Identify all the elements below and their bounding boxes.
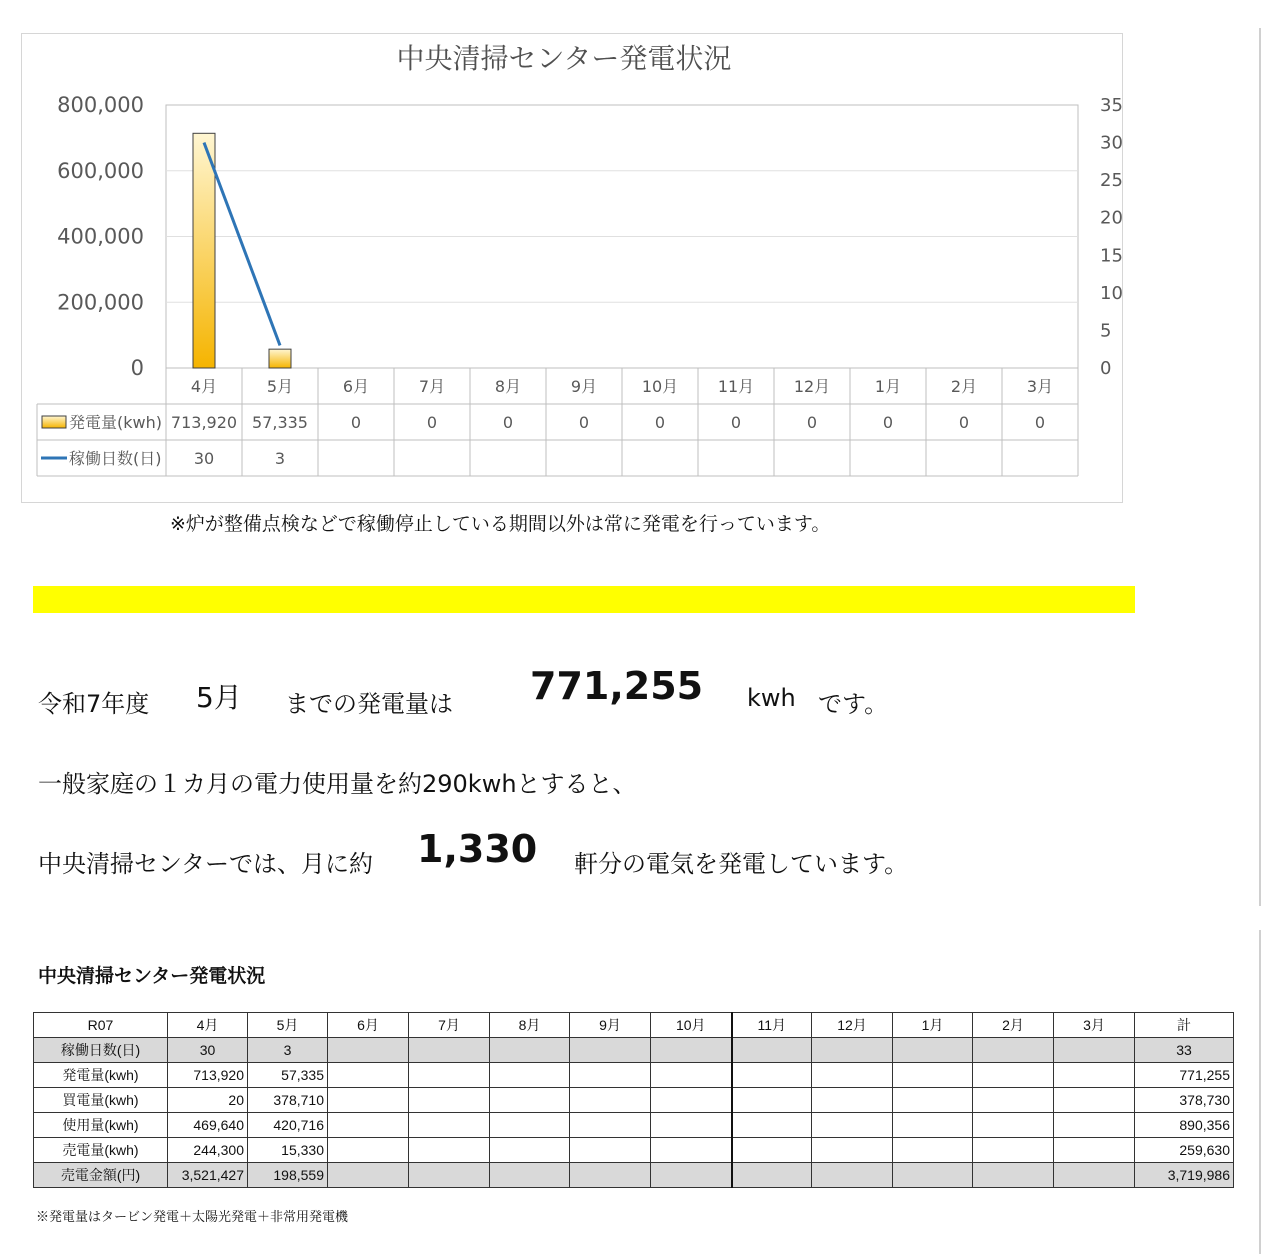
- table-cell: [1054, 1163, 1135, 1188]
- row-total: 259,630: [1135, 1138, 1234, 1163]
- table-cell: [409, 1138, 490, 1163]
- table-data-label: 0: [426, 413, 438, 432]
- table-data-label: 0: [1034, 413, 1046, 432]
- table-cell: 57,335: [248, 1063, 328, 1088]
- legend-series-name: 発電量(kwh): [69, 413, 162, 432]
- table-data-label: 713,920: [170, 413, 238, 432]
- table-cell: [812, 1088, 893, 1113]
- table-cell: [570, 1038, 651, 1063]
- row-total: 771,255: [1135, 1063, 1234, 1088]
- table-cell: [973, 1138, 1054, 1163]
- table-header-cell: 6月: [328, 1013, 409, 1038]
- table-header-cell: 8月: [490, 1013, 570, 1038]
- table-header-cell: R07: [34, 1013, 168, 1038]
- table-cell: [893, 1063, 973, 1088]
- x-category-label: 6月: [342, 377, 370, 396]
- houses-sentence-end: 軒分の電気を発電しています。: [574, 850, 909, 878]
- x-category-label: 12月: [793, 377, 831, 396]
- houses-value: 1,330: [417, 827, 538, 871]
- table-cell: [570, 1063, 651, 1088]
- table-cell: [490, 1163, 570, 1188]
- table-data-label: 57,335: [252, 413, 308, 432]
- table-header-cell: 4月: [168, 1013, 248, 1038]
- table-cell: 3: [248, 1038, 328, 1063]
- y-right-tick-label: 5: [1100, 320, 1112, 342]
- table-cell: [812, 1163, 893, 1188]
- x-category-label: 5月: [266, 377, 294, 396]
- table-cell: 198,559: [248, 1163, 328, 1188]
- center-monthly-label: 中央清掃センターでは、月に約: [38, 850, 374, 878]
- table-cell: 15,330: [248, 1138, 328, 1163]
- chart-frame: [21, 33, 1123, 503]
- table-header-cell: 計: [1135, 1013, 1234, 1038]
- table-cell: [812, 1138, 893, 1163]
- sentence-end-1: です。: [818, 690, 889, 718]
- table-data-label: 30: [193, 449, 215, 468]
- table-cell: [893, 1088, 973, 1113]
- table-header-cell: 12月: [812, 1013, 893, 1038]
- table-data-label: 0: [654, 413, 666, 432]
- legend-series-name: 稼働日数(日): [69, 449, 162, 468]
- table-cell: 469,640: [168, 1113, 248, 1138]
- x-category-label: 8月: [494, 377, 522, 396]
- table-cell: 378,710: [248, 1088, 328, 1113]
- table-cell: 3,521,427: [168, 1163, 248, 1188]
- table-cell: [570, 1113, 651, 1138]
- table-cell: [328, 1163, 409, 1188]
- table-header-cell: 2月: [973, 1013, 1054, 1038]
- x-category-label: 4月: [190, 377, 218, 396]
- table-header-cell: 9月: [570, 1013, 651, 1038]
- y-left-tick-label: 400,000: [57, 224, 144, 249]
- y-left-tick-label: 200,000: [57, 290, 144, 315]
- table-cell: [732, 1113, 812, 1138]
- y-right-tick-label: 20: [1100, 207, 1123, 229]
- x-category-label: 7月: [418, 377, 446, 396]
- table-data-label: 0: [806, 413, 818, 432]
- table-cell: [328, 1138, 409, 1163]
- table-cell: [490, 1063, 570, 1088]
- table-data-label: 0: [502, 413, 514, 432]
- table-cell: [1054, 1038, 1135, 1063]
- table-cell: [973, 1088, 1054, 1113]
- table-cell: [732, 1038, 812, 1063]
- table-cell: [490, 1038, 570, 1063]
- y-right-tick-label: 0: [1100, 358, 1112, 379]
- table-cell: [893, 1163, 973, 1188]
- table-row: [34, 1113, 1234, 1138]
- right-edge-line: [1259, 28, 1261, 906]
- table-cell: [651, 1163, 732, 1188]
- table-cell: [651, 1088, 732, 1113]
- table-header-cell: 10月: [651, 1013, 732, 1038]
- power-generation-chart: [22, 34, 1124, 504]
- table-row: [34, 1163, 1234, 1188]
- x-category-label: 10月: [641, 377, 679, 396]
- table-cell: [1054, 1088, 1135, 1113]
- x-category-label: 9月: [570, 377, 598, 396]
- table-cell: 420,716: [248, 1113, 328, 1138]
- table-row: [34, 1063, 1234, 1088]
- y-left-tick-label: 800,000: [57, 93, 144, 117]
- table-cell: [651, 1038, 732, 1063]
- row-total: 3,719,986: [1135, 1163, 1234, 1188]
- legend-bar-swatch: [42, 416, 66, 428]
- table-cell: [570, 1088, 651, 1113]
- table-cell: [1054, 1113, 1135, 1138]
- table-cell: [328, 1088, 409, 1113]
- x-category-label: 3月: [1026, 377, 1054, 396]
- table-cell: [651, 1063, 732, 1088]
- table-cell: [812, 1038, 893, 1063]
- chart-title: 中央清掃センター発電状況: [396, 42, 732, 75]
- unit-kwh: kwh: [747, 684, 796, 712]
- table-cell: [732, 1088, 812, 1113]
- table-cell: [812, 1113, 893, 1138]
- table-data-label: 0: [958, 413, 970, 432]
- table-header-cell: 7月: [409, 1013, 490, 1038]
- table-cell: [1054, 1063, 1135, 1088]
- table-row: [34, 1088, 1234, 1113]
- row-label: 発電量(kwh): [34, 1063, 168, 1088]
- operation-note: ※炉が整備点検などで稼働停止している期間以外は常に発電を行っています。: [170, 513, 831, 535]
- table-cell: [893, 1113, 973, 1138]
- table-cell: [812, 1063, 893, 1088]
- bar-generation: [193, 133, 215, 368]
- table-data-label: 3: [274, 449, 286, 468]
- x-category-label: 1月: [874, 377, 902, 396]
- table-cell: [732, 1163, 812, 1188]
- table-data-label: 0: [578, 413, 590, 432]
- table-cell: [409, 1088, 490, 1113]
- y-right-tick-label: 30: [1100, 132, 1123, 154]
- total-generation-value: 771,255: [530, 664, 704, 708]
- table-row: [34, 1038, 1234, 1063]
- y-left-tick-label: 0: [130, 356, 144, 380]
- row-label: 買電量(kwh): [34, 1088, 168, 1113]
- table-cell: [409, 1063, 490, 1088]
- table-cell: [651, 1113, 732, 1138]
- table-cell: [409, 1113, 490, 1138]
- table-header-cell: 3月: [1054, 1013, 1135, 1038]
- table-header-cell: 11月: [732, 1013, 812, 1038]
- table-cell: 713,920: [168, 1063, 248, 1088]
- table-cell: [490, 1088, 570, 1113]
- table-data-label: 0: [882, 413, 894, 432]
- row-label: 売電量(kwh): [34, 1138, 168, 1163]
- table-cell: [490, 1138, 570, 1163]
- table-data-label: 0: [350, 413, 362, 432]
- table-cell: [893, 1138, 973, 1163]
- table-cell: [1054, 1138, 1135, 1163]
- y-right-tick-label: 15: [1100, 245, 1123, 267]
- y-left-tick-label: 600,000: [57, 158, 144, 183]
- yellow-divider: [33, 586, 1135, 613]
- y-right-tick-label: 10: [1100, 282, 1123, 304]
- table-header-cell: 5月: [248, 1013, 328, 1038]
- row-total: 378,730: [1135, 1088, 1234, 1113]
- generation-until-label: までの発電量は: [285, 690, 453, 718]
- row-total: 890,356: [1135, 1113, 1234, 1138]
- table-cell: [570, 1138, 651, 1163]
- household-usage-sentence: 一般家庭の１カ月の電力使用量を約290kwhとすると、: [38, 770, 637, 798]
- row-label: 売電金額(円): [34, 1163, 168, 1188]
- bar-generation: [269, 349, 291, 368]
- table-cell: [328, 1063, 409, 1088]
- table-cell: 20: [168, 1088, 248, 1113]
- y-right-tick-label: 25: [1100, 170, 1123, 192]
- generation-table: [33, 1012, 1234, 1188]
- table-cell: [409, 1163, 490, 1188]
- table-cell: [409, 1038, 490, 1063]
- table-cell: [732, 1063, 812, 1088]
- table-cell: [732, 1138, 812, 1163]
- table-cell: [973, 1038, 1054, 1063]
- table-data-label: 0: [730, 413, 742, 432]
- table-title: 中央清掃センター発電状況: [38, 965, 266, 987]
- table-cell: 244,300: [168, 1138, 248, 1163]
- table-cell: [893, 1038, 973, 1063]
- table-cell: [570, 1163, 651, 1188]
- row-total: 33: [1135, 1038, 1234, 1063]
- table-note: ※発電量はタービン発電＋太陽光発電＋非常用発電機: [36, 1209, 349, 1224]
- row-label: 稼働日数(日): [34, 1038, 168, 1063]
- y-right-tick-label: 35: [1100, 95, 1123, 116]
- table-cell: [328, 1113, 409, 1138]
- row-label: 使用量(kwh): [34, 1113, 168, 1138]
- month-value: 5月: [196, 681, 242, 714]
- table-cell: [328, 1038, 409, 1063]
- right-edge-line-lower: [1259, 930, 1261, 1254]
- table-cell: [973, 1063, 1054, 1088]
- table-cell: [490, 1113, 570, 1138]
- table-cell: [651, 1138, 732, 1163]
- table-cell: [973, 1163, 1054, 1188]
- table-row: [34, 1138, 1234, 1163]
- table-header-row: [34, 1013, 1234, 1038]
- table-header-cell: 1月: [893, 1013, 973, 1038]
- x-category-label: 2月: [950, 377, 978, 396]
- table-cell: 30: [168, 1038, 248, 1063]
- table-cell: [973, 1113, 1054, 1138]
- x-category-label: 11月: [717, 377, 755, 396]
- fiscal-year-label: 令和7年度: [38, 690, 150, 718]
